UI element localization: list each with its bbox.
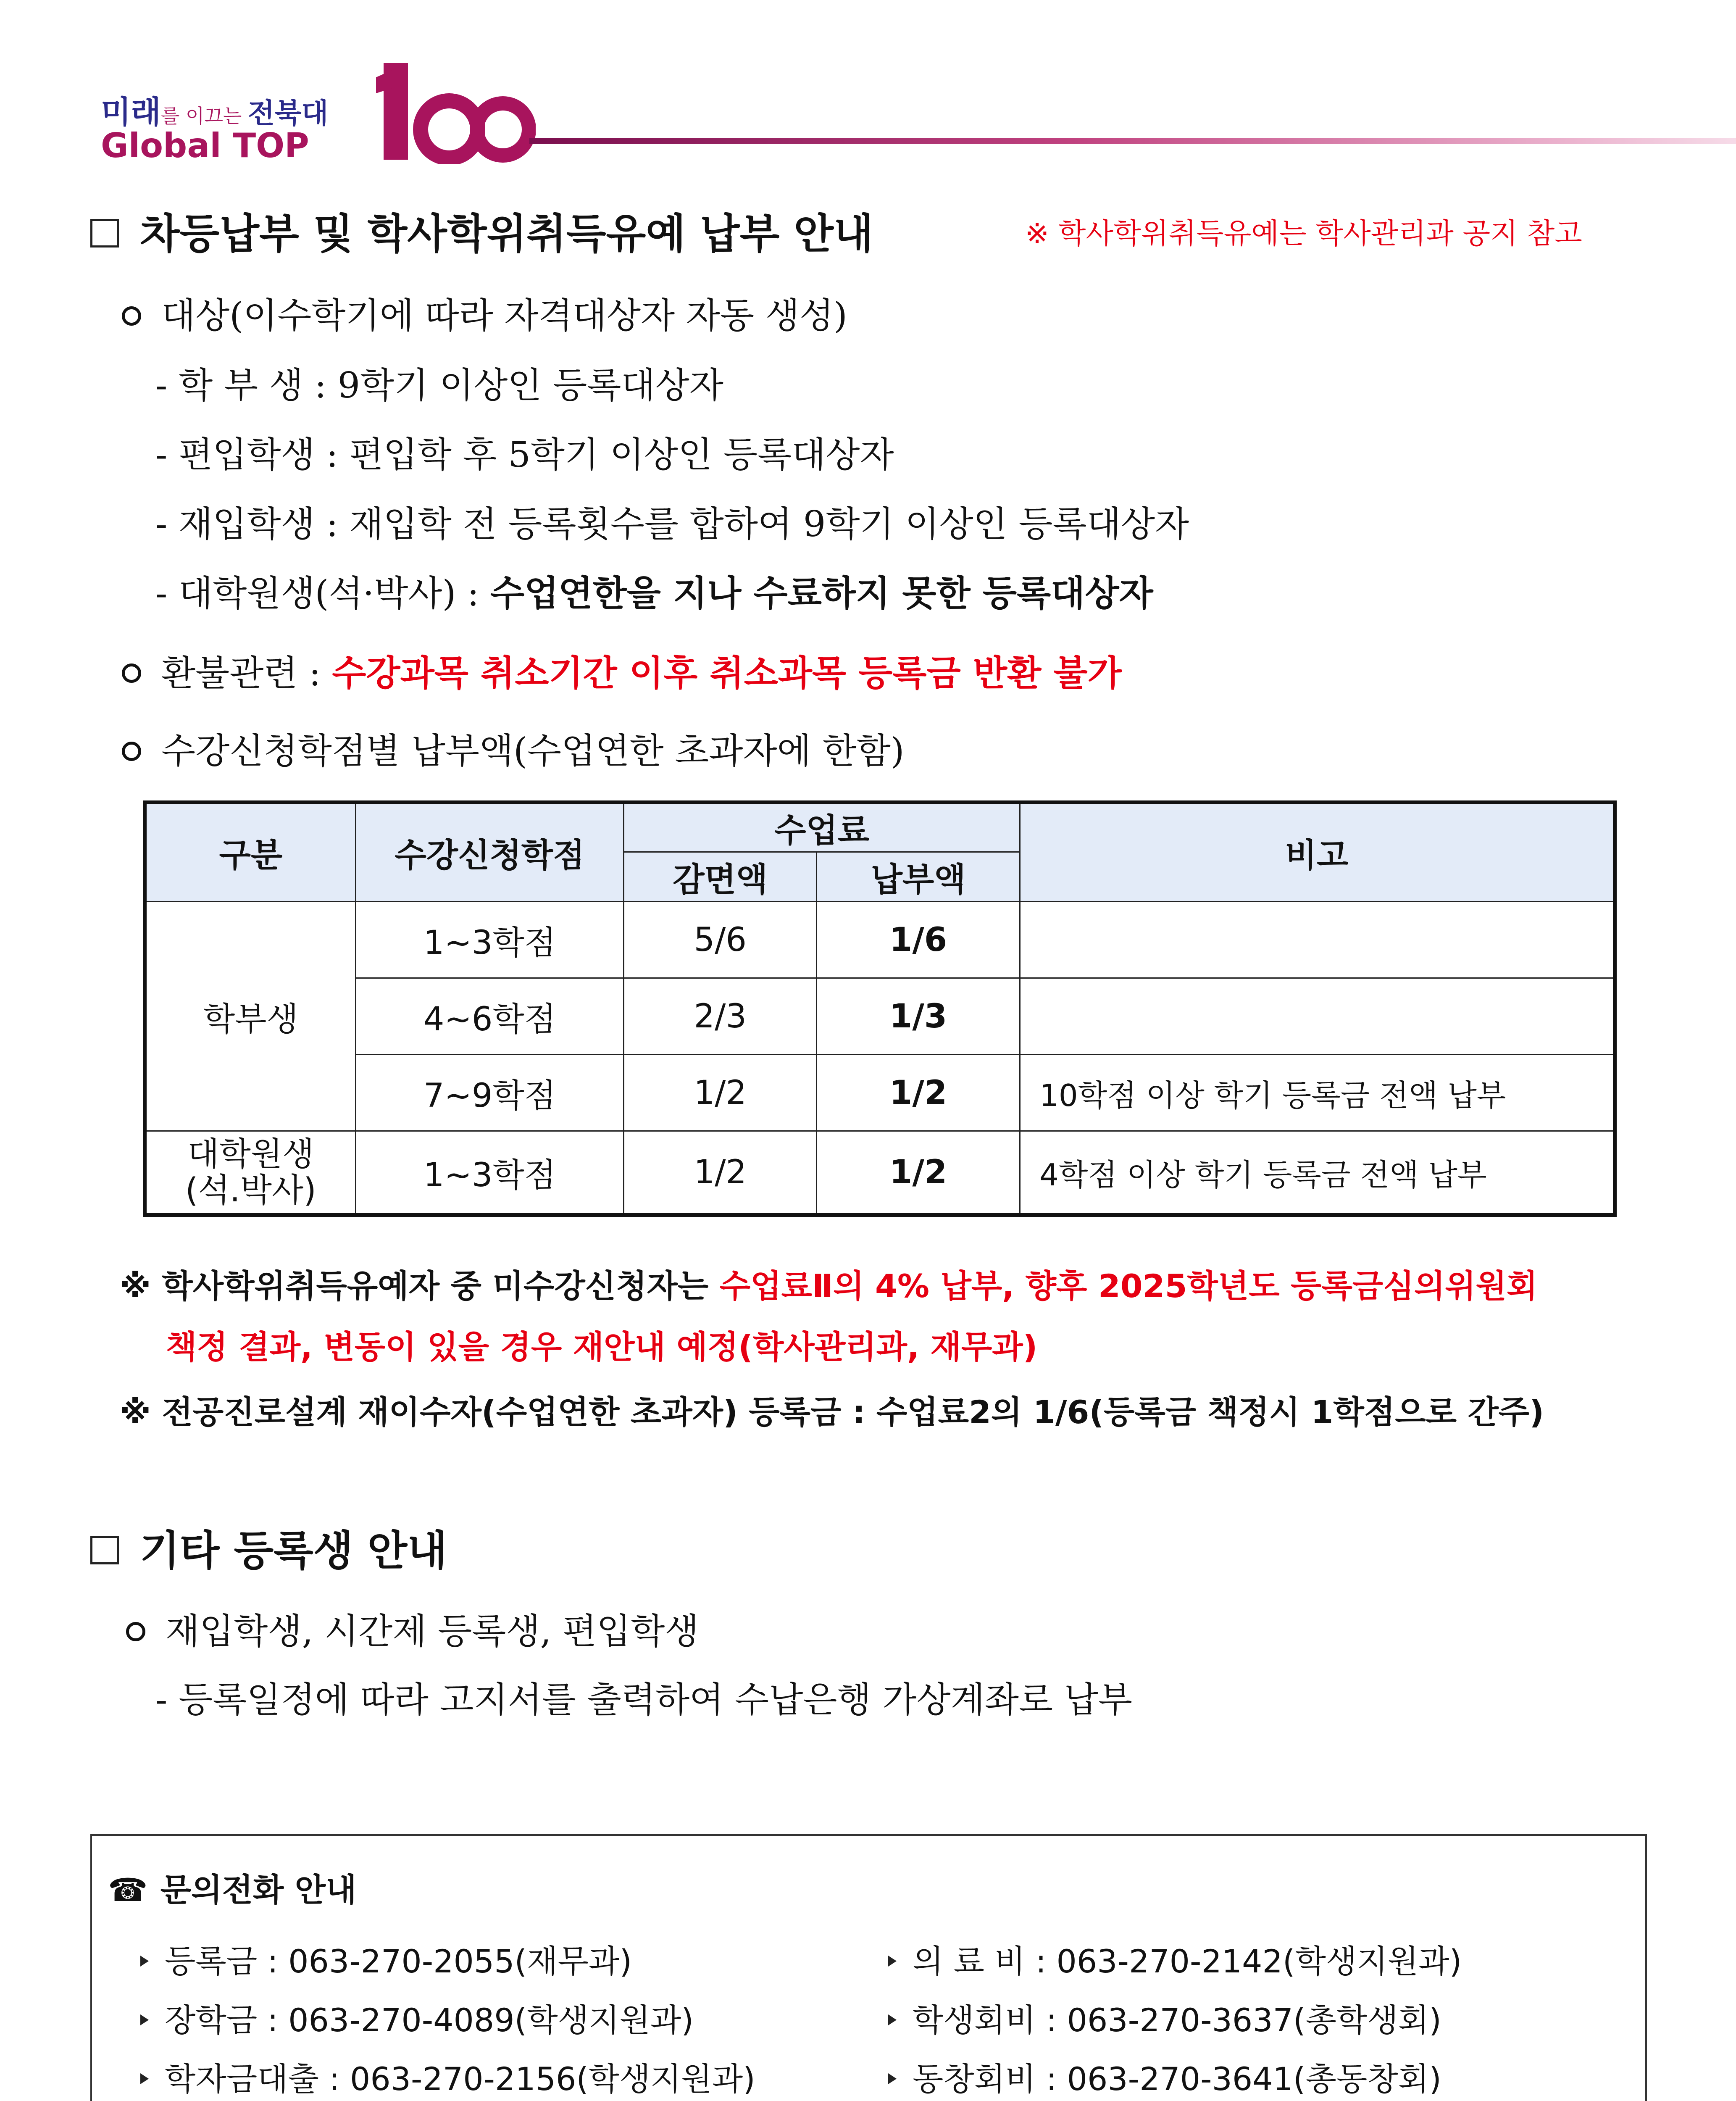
global-top-label: Global TOP (101, 126, 309, 165)
triangle-bullet-icon (888, 1956, 897, 1967)
circle-bullet-icon (122, 663, 141, 683)
contact-item (140, 1995, 694, 2040)
table-row (145, 902, 1615, 978)
remarks-cell (1020, 902, 1615, 978)
undergrad-label: 학부생 (145, 902, 356, 1131)
contact-item (140, 1936, 632, 1982)
note1-prefix: ※ 학사학위취득유예자 중 미수강신청자는 (120, 1267, 720, 1305)
circle-bullet-icon (126, 1622, 145, 1641)
triangle-bullet-icon (140, 2073, 149, 2084)
slogan-part-c: 전북대 (247, 97, 329, 129)
header-payment: 납부액 (817, 852, 1020, 902)
section2-detail: - 등록일정에 따라 고지서를 출력하여 수납은행 가상계좌로 납부 (155, 1679, 1133, 1720)
section2-item-text: 재입학생, 시간제 등록생, 편입학생 (166, 1611, 699, 1652)
reduction-cell: 5/6 (624, 902, 817, 978)
slogan (101, 87, 328, 132)
top-100-logo (376, 59, 536, 164)
grad-label (145, 1131, 356, 1215)
reduction-cell: 2/3 (624, 978, 817, 1055)
header-category: 구분 (145, 803, 356, 902)
note1-red-b: 책정 결과, 변동이 있을 경우 재안내 예정(학사관리과, 재무과) (166, 1328, 1038, 1366)
header-reduction: 감면액 (624, 852, 817, 902)
note-2: ※ 전공진로설계 재이수자(수업연한 초과자) 등록금 : 수업료2의 1/6(등록금 책정시 1학점으로 간주) (120, 1393, 1544, 1431)
section2-title (90, 1518, 447, 1577)
payment-cell: 1/2 (817, 1131, 1020, 1215)
note1-red-a: 수업료Ⅱ의 4% 납부, 향후 2025학년도 등록금심의위원회 (719, 1267, 1538, 1305)
grad-label-line2: (석.박사) (185, 1172, 316, 1209)
target-heading (122, 287, 847, 338)
table-row (145, 1131, 1615, 1215)
header-remarks: 비고 (1020, 803, 1615, 902)
credits-cell: 1~3학점 (355, 1131, 623, 1215)
contact-text: 장학금 : 063-270-4089(학생지원과) (165, 2001, 694, 2039)
credits-cell: 4~6학점 (355, 978, 623, 1055)
refund-prefix: 환불관련 : (161, 653, 332, 694)
contact-text: 학생회비 : 063-270-3637(총학생회) (913, 2001, 1441, 2039)
refund-line (122, 645, 1122, 696)
section1-title-text: 차등납부 및 학사학위취득유예 납부 안내 (140, 210, 873, 258)
header-rule (529, 138, 1736, 144)
contact-title-text: 문의전화 안내 (160, 1871, 357, 1909)
credits-cell: 1~3학점 (355, 902, 623, 978)
contact-item (888, 1995, 1441, 2040)
contact-text: 학자금대출 : 063-270-2156(학생지원과) (165, 2060, 755, 2098)
fee-table (143, 800, 1617, 1217)
triangle-bullet-icon (888, 2014, 897, 2025)
contact-text: 의 료 비 : 063-270-2142(학생지원과) (913, 1943, 1462, 1980)
section1-title (90, 201, 873, 260)
triangle-bullet-icon (888, 2073, 897, 2084)
target-heading-text: 대상(이수학기에 따라 자격대상자 자동 생성) (161, 295, 847, 336)
grad-label-line1: 대학원생 (187, 1135, 314, 1173)
contact-title (108, 1864, 357, 1910)
contact-item (888, 2054, 1441, 2099)
header-credits: 수강신청학점 (355, 803, 623, 902)
target-item: - 편입학생 : 편입학 후 5학기 이상인 등록대상자 (155, 434, 894, 475)
remarks-cell (1020, 978, 1615, 1055)
slogan-part-a: 미래 (101, 94, 161, 130)
contact-item (140, 2054, 755, 2099)
note-1 (120, 1261, 1537, 1306)
section2-item (126, 1603, 699, 1654)
phone-icon: ☎ (108, 1871, 148, 1909)
reduction-cell: 1/2 (624, 1131, 817, 1215)
target-item-grad (155, 565, 1153, 616)
checkbox-square-icon (90, 1536, 119, 1564)
header-tuition: 수업료 (624, 803, 1020, 852)
section1-side-note: ※ 학사학위취득유예는 학사관리과 공지 참고 (1025, 217, 1582, 250)
remarks-cell: 10학점 이상 학기 등록금 전액 납부 (1020, 1055, 1615, 1131)
circle-bullet-icon (122, 306, 141, 326)
payment-cell: 1/6 (817, 902, 1020, 978)
grad-bold-text: 수업연한을 지나 수료하지 못한 등록대상자 (490, 573, 1153, 614)
slogan-part-b: 를 이끄는 (160, 105, 248, 127)
triangle-bullet-icon (140, 2014, 149, 2025)
checkbox-square-icon (90, 219, 119, 247)
fee-heading (122, 723, 905, 774)
credits-cell: 7~9학점 (355, 1055, 623, 1131)
triangle-bullet-icon (140, 1956, 149, 1967)
payment-cell: 1/3 (817, 978, 1020, 1055)
section2-title-text: 기타 등록생 안내 (140, 1527, 447, 1575)
table-row (145, 1055, 1615, 1131)
reduction-cell: 1/2 (624, 1055, 817, 1131)
grad-prefix: - 대학원생(석·박사) : (155, 573, 491, 614)
target-item: - 학 부 생 : 9학기 이상인 등록대상자 (155, 365, 723, 406)
payment-cell: 1/2 (817, 1055, 1020, 1131)
contact-item (888, 1936, 1462, 1982)
remarks-cell: 4학점 이상 학기 등록금 전액 납부 (1020, 1131, 1615, 1215)
contact-box (90, 1834, 1647, 2101)
contact-text: 동창회비 : 063-270-3641(총동창회) (913, 2060, 1441, 2098)
circle-bullet-icon (122, 742, 141, 761)
table-row (145, 978, 1615, 1055)
contact-text: 등록금 : 063-270-2055(재무과) (165, 1943, 632, 1980)
fee-heading-text: 수강신청학점별 납부액(수업연한 초과자에 한함) (161, 730, 905, 771)
target-item: - 재입학생 : 재입학 전 등록횟수를 합하여 9학기 이상인 등록대상자 (155, 503, 1189, 545)
refund-red-text: 수강과목 취소기간 이후 취소과목 등록금 반환 불가 (332, 653, 1122, 694)
